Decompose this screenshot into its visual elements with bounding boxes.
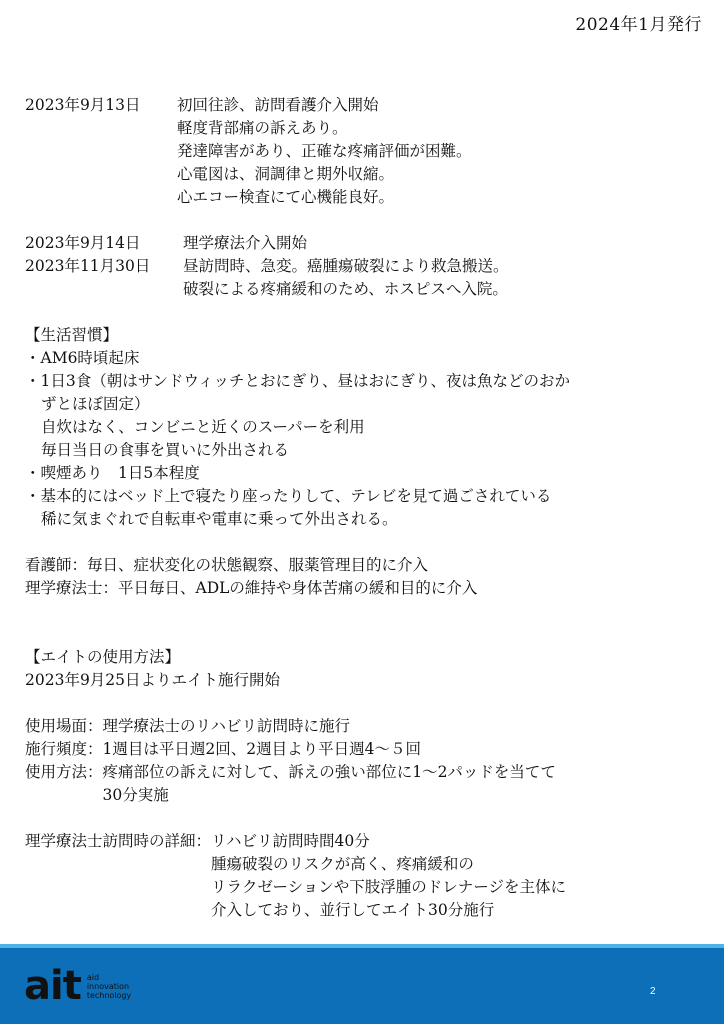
timeline-note: 心エコー検査にて心機能良好。 [177,188,395,206]
timeline-note: 軽度背部痛の訴えあり。 [177,119,348,137]
document-body [25,94,705,922]
eight-heading: 【エイトの使用方法】 [25,648,181,666]
usage-item-line: 30分実施 [102,786,169,804]
timeline-date: 2023年11月30日 [25,257,151,275]
lifestyle-line: ・1日3食（朝はサンドウィッチとおにぎり、昼はおにぎり、夜は魚などのおか [25,372,571,390]
usage-item-value [103,715,705,738]
pt-visit-detail [25,830,705,922]
usage-item-key: 施行頻度： [25,740,103,758]
pt-visit-detail-line: リラクゼーションや下肢浮腫のドレナージを主体に [211,878,566,896]
lifestyle-line: 稀に気まぐれで自転車や電車に乗って外出される。 [41,510,398,528]
timeline-date: 2023年9月13日 [25,96,141,114]
pt-visit-detail-value [211,830,705,922]
timeline-notes [177,255,705,301]
timeline-entry [25,255,705,301]
eight-start-line: 2023年9月25日よりエイト施行開始 [25,671,281,689]
pt-visit-detail-line: 腫瘍破裂のリスクが高く、疼痛緩和の [211,855,474,873]
timeline-note: 初回往診、訪問看護介入開始 [177,96,379,114]
timeline-entry [25,232,705,255]
pt-visit-detail-line: 介入しており、並行してエイト30分施行 [211,901,495,919]
usage-item-line: 理学療法士のリハビリ訪問時に施行 [102,717,351,735]
logo-mark: ait [24,963,81,1009]
usage-item [25,715,705,738]
lifestyle-heading: 【生活習慣】 [25,326,119,344]
usage-item-value [103,738,705,761]
pt-care-line: 理学療法士：平日毎日、ADLの維持や身体苦痛の緩和目的に介入 [25,579,478,597]
lifestyle-line: 自炊はなく、コンビニと近くのスーパーを利用 [41,418,365,436]
usage-item-key: 使用場面： [25,717,103,735]
timeline-note: 昼訪問時、急変。癌腫瘍破裂により救急搬送。 [183,257,509,275]
usage-item [25,738,705,761]
ait-logo [24,963,132,1009]
timeline-notes [177,232,705,255]
issue-date: 2024年1月発行 [575,15,702,35]
page-number: 2 [650,986,656,997]
timeline-note: 破裂による疼痛緩和のため、ホスピスへ入院。 [183,280,508,298]
logo-subtitle-line: innovation [86,981,130,991]
logo-subtitle [87,973,131,1000]
timeline-note: 理学療法介入開始 [183,234,308,252]
usage-item-line: 疼痛部位の訴えに対して、訴えの強い部位に1～2パッドを当てて [102,763,556,781]
lifestyle-line: ・基本的にはベッド上で寝たり座ったりして、テレビを見て過ごされている [25,487,552,505]
pt-visit-detail-key: 理学療法士訪問時の詳細： [25,832,212,850]
usage-item-key: 使用方法： [25,763,103,781]
usage-item-line: 1週目は平日週2回、2週目より平日週4～５回 [102,740,421,758]
lifestyle-line: ・AM6時頃起床 [25,349,140,367]
timeline-note: 心電図は、洞調律と期外収縮。 [177,165,395,183]
timeline-entry [25,94,705,209]
logo-subtitle-line: aid [86,972,100,982]
nurse-care-line: 看護師：毎日、症状変化の状態観察、服薬管理目的に介入 [25,556,429,574]
usage-item [25,761,705,807]
lifestyle-line: ・喫煙あり 1日5本程度 [25,464,200,482]
usage-item-value [103,761,705,807]
logo-subtitle-line: technology [86,990,132,1000]
lifestyle-line: 毎日当日の食事を買いに外出される [41,441,290,459]
timeline-notes [177,94,705,209]
timeline-note: 発達障害があり、正確な疼痛評価が困難。 [177,142,472,160]
timeline-date: 2023年9月14日 [25,234,141,252]
pt-visit-detail-line: リハビリ訪問時間40分 [211,832,370,850]
lifestyle-line: ずとほぼ固定） [41,395,150,413]
